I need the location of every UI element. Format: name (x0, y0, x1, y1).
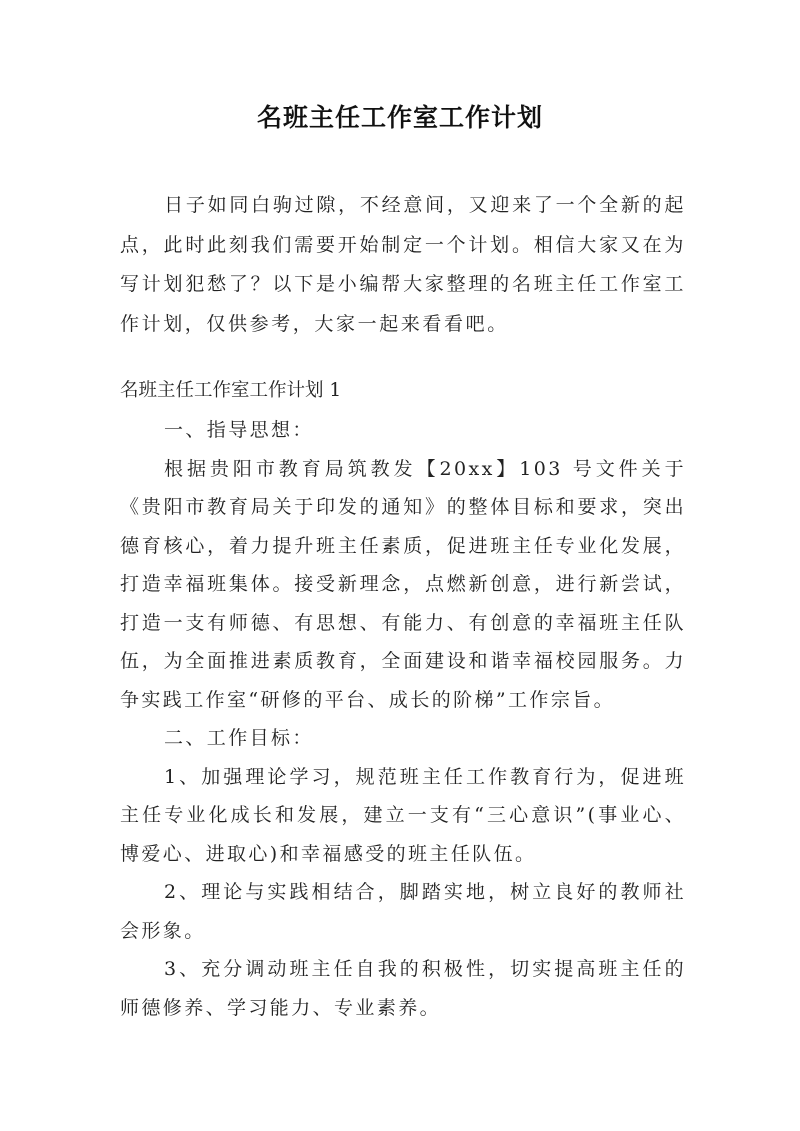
section-body (120, 411, 686, 1027)
intro-text: 日子如同白驹过隙，不经意间，又迎来了一个全新的起点，此时此刻我们需要开始制定一个计划。相信大家又在为写计划犯愁了？以下是小编帮大家整理的名班主任工作室工作计划，仅供参考，大家一起来看看吧。 (120, 194, 686, 335)
intro-paragraph (120, 186, 686, 344)
paragraph-guiding-thought: 根据贵阳市教育局筑教发【20xx】103 号文件关于《贵阳市教育局关于印发的通知》的整体目标和要求，突出德育核心，着力提升班主任素质，促进班主任专业化发展，打造幸福班集体。接受新理念，点燃新创意，进行新尝试，打造一支有师德、有思想、有能力、有创意的幸福班主任队伍，为全面推进素质教育，全面建设和谐幸福校园服务。力争实践工作室“研修的平台、成长的阶梯”工作宗旨。 (120, 457, 686, 711)
heading-work-goals: 二、工作目标： (164, 727, 314, 749)
goal-item-2: 2、理论与实践相结合，脚踏实地，树立良好的教师社会形象。 (120, 881, 686, 942)
section-title: 名班主任工作室工作计划 1 (120, 380, 342, 401)
goal-item-3: 3、充分调动班主任自我的积极性，切实提高班主任的师德修养、学习能力、专业素养。 (120, 958, 686, 1019)
goal-item-1: 1、加强理论学习，规范班主任工作教育行为，促进班主任专业化成长和发展，建立一支有“三心意识”(事业心、博爱心、进取心)和幸福感受的班主任队伍。 (120, 765, 686, 865)
heading-guiding-thought: 一、指导思想： (164, 419, 314, 441)
document-title: 名班主任工作室工作计划 (256, 103, 543, 132)
